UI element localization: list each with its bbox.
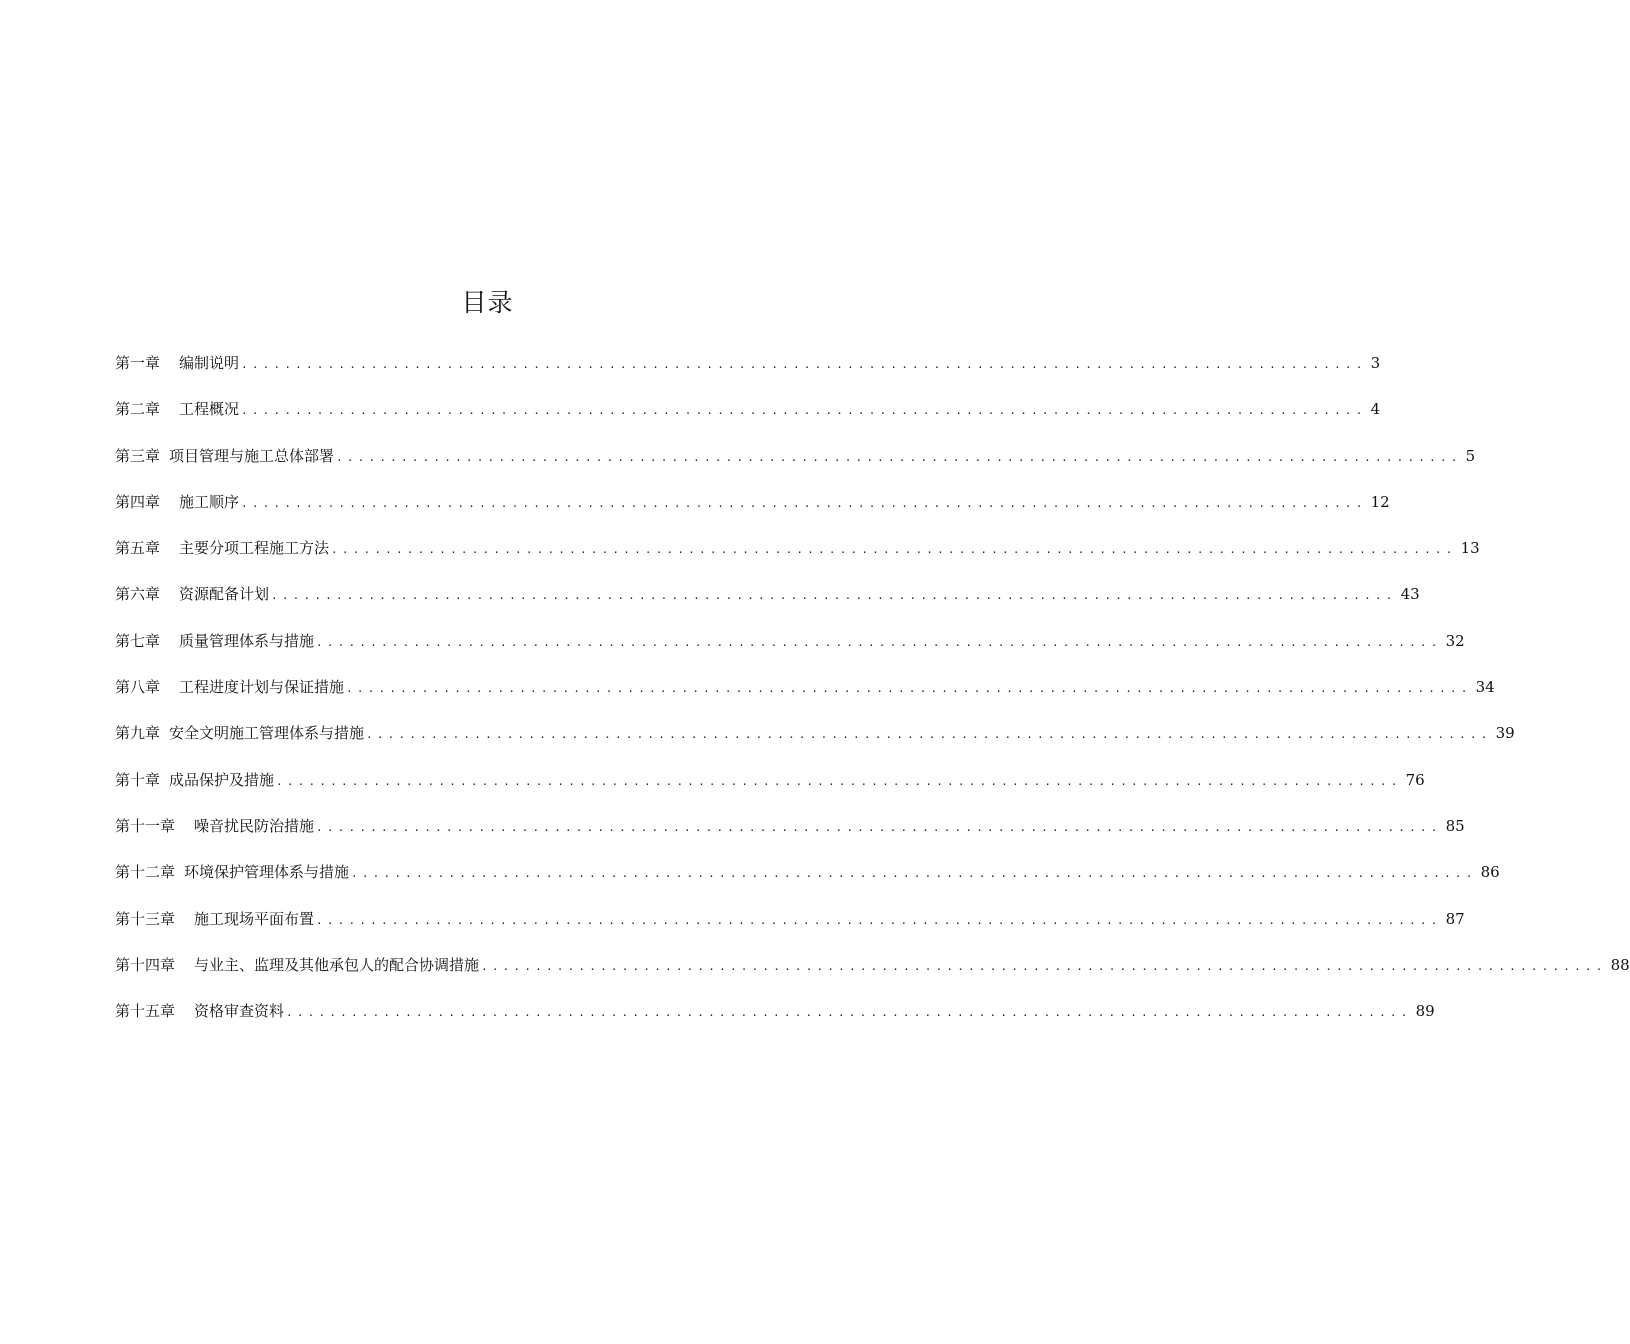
toc-list bbox=[115, 346, 1630, 1040]
toc-dot-leader: ........................................................................................................ bbox=[276, 774, 1402, 788]
toc-entry-title: 编制说明 bbox=[179, 354, 240, 372]
toc-page-number: 89 bbox=[1415, 1002, 1435, 1021]
toc-entry[interactable] bbox=[115, 624, 1465, 670]
toc-entry[interactable] bbox=[115, 994, 1435, 1040]
toc-dot-leader: ........................................................................................................ bbox=[481, 959, 1607, 973]
toc-entry-title: 噪音扰民防治措施 bbox=[194, 816, 315, 835]
toc-dot-leader: ........................................................................................................ bbox=[346, 682, 1472, 696]
toc-page-number: 4 bbox=[1370, 400, 1381, 419]
toc-dot-leader: ........................................................................................................ bbox=[316, 820, 1442, 834]
toc-entry-title: 成品保护及措施 bbox=[169, 770, 275, 789]
toc-chapter-label: 第十章 bbox=[115, 770, 161, 789]
toc-chapter-label: 第四章 bbox=[115, 492, 161, 511]
toc-page-number: 87 bbox=[1445, 909, 1465, 928]
toc-chapter-label: 第九章 bbox=[115, 724, 161, 743]
toc-entry-title: 质量管理体系与措施 bbox=[179, 631, 315, 650]
toc-entry[interactable] bbox=[115, 948, 1630, 994]
toc-dot-leader: ........................................................................................................ bbox=[351, 867, 1477, 881]
toc-page-number: 13 bbox=[1460, 539, 1480, 558]
toc-entry[interactable] bbox=[115, 855, 1500, 901]
toc-chapter-label: 第三章 bbox=[115, 446, 161, 465]
toc-entry[interactable] bbox=[115, 439, 1476, 485]
toc-chapter-label: 第十二章 bbox=[115, 863, 176, 882]
toc-chapter-label: 第五章 bbox=[115, 539, 161, 558]
toc-dot-leader: ........................................................................................................ bbox=[286, 1006, 1412, 1020]
toc-page-number: 85 bbox=[1445, 816, 1465, 835]
toc-page-number: 34 bbox=[1475, 678, 1495, 697]
toc-title: 目录 bbox=[461, 288, 514, 317]
toc-entry-title: 安全文明施工管理体系与措施 bbox=[169, 724, 365, 743]
toc-chapter-label: 第七章 bbox=[115, 631, 161, 650]
toc-entry[interactable] bbox=[115, 763, 1425, 809]
toc-entry[interactable] bbox=[115, 577, 1420, 623]
toc-page-number: 39 bbox=[1495, 724, 1515, 743]
toc-page-number: 12 bbox=[1370, 492, 1390, 511]
toc-entry[interactable] bbox=[115, 809, 1465, 855]
toc-entry[interactable] bbox=[115, 531, 1480, 577]
toc-entry-title: 资源配备计划 bbox=[179, 585, 270, 604]
toc-entry[interactable] bbox=[115, 392, 1381, 438]
toc-chapter-label: 第十一章 bbox=[115, 816, 176, 835]
toc-entry[interactable] bbox=[115, 716, 1515, 762]
toc-entry-title: 工程概况 bbox=[179, 400, 240, 419]
toc-entry-title: 环境保护管理体系与措施 bbox=[184, 863, 350, 882]
toc-dot-leader: ........................................................................................................ bbox=[316, 635, 1442, 649]
toc-page-number: 43 bbox=[1400, 585, 1420, 604]
toc-entry-title: 工程进度计划与保证措施 bbox=[179, 678, 345, 697]
toc-page-number: 32 bbox=[1445, 631, 1465, 650]
toc-chapter-label: 第六章 bbox=[115, 585, 161, 604]
toc-chapter-label: 第二章 bbox=[115, 400, 161, 419]
toc-page-number: 76 bbox=[1405, 770, 1425, 789]
toc-entry-title: 资格审查资料 bbox=[194, 1002, 285, 1021]
toc-entry[interactable] bbox=[115, 670, 1495, 716]
toc-page-number: 5 bbox=[1465, 446, 1476, 465]
toc-entry-title: 与业主、监理及其他承包人的配合协调措施 bbox=[194, 955, 480, 974]
toc-chapter-label: 第十五章 bbox=[115, 1002, 176, 1021]
toc-page-number: 88 bbox=[1610, 955, 1630, 974]
toc-entry-title: 施工现场平面布置 bbox=[194, 909, 315, 928]
toc-entry-title: 主要分项工程施工方法 bbox=[179, 539, 330, 558]
toc-entry-title: 施工顺序 bbox=[179, 492, 240, 511]
toc-dot-leader: ........................................................................................................ bbox=[271, 589, 1397, 603]
toc-dot-leader: ........................................................................................................ bbox=[241, 358, 1367, 371]
toc-chapter-label: 第十四章 bbox=[115, 955, 176, 974]
toc-chapter-label: 第八章 bbox=[115, 678, 161, 697]
toc-dot-leader: ........................................................................................................ bbox=[366, 728, 1492, 742]
toc-entry[interactable] bbox=[115, 902, 1465, 948]
toc-dot-leader: ........................................................................................................ bbox=[336, 450, 1462, 464]
toc-dot-leader: ........................................................................................................ bbox=[241, 496, 1367, 510]
toc-dot-leader: ........................................................................................................ bbox=[241, 404, 1367, 418]
toc-entry-title: 项目管理与施工总体部署 bbox=[169, 446, 335, 465]
toc-page-number: 86 bbox=[1480, 863, 1500, 882]
toc-chapter-label: 第一章 bbox=[115, 354, 161, 372]
toc-entry[interactable] bbox=[115, 346, 1381, 392]
toc-page-number: 3 bbox=[1370, 354, 1381, 372]
toc-dot-leader: ........................................................................................................ bbox=[331, 543, 1457, 557]
toc-chapter-label: 第十三章 bbox=[115, 909, 176, 928]
toc-entry[interactable] bbox=[115, 485, 1390, 531]
toc-dot-leader: ........................................................................................................ bbox=[316, 913, 1442, 927]
